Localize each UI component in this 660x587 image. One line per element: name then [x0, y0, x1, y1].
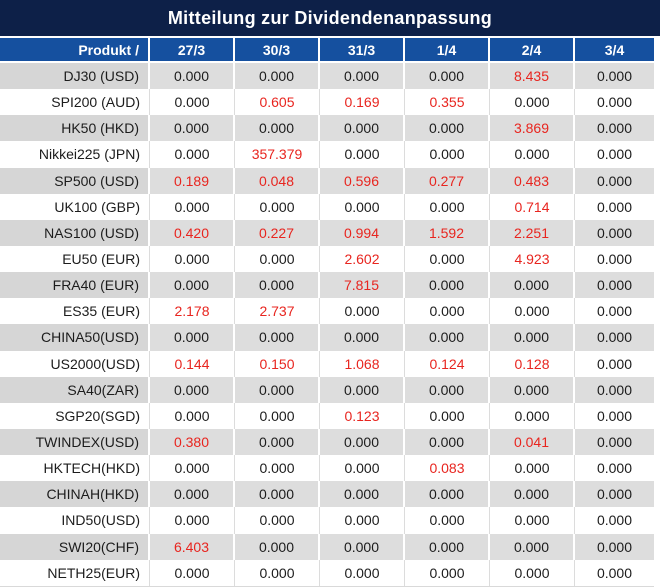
- value-cell: 1.592: [405, 220, 490, 246]
- table-row: [0, 63, 654, 89]
- value-cell: 0.000: [405, 377, 490, 403]
- value-cell: 0.000: [150, 455, 235, 481]
- value-cell: 3.869: [490, 115, 575, 141]
- table-row: [0, 141, 654, 167]
- value-cell: 0.128: [490, 351, 575, 377]
- dividend-table: [0, 38, 654, 587]
- value-cell: 0.000: [235, 194, 320, 220]
- value-cell: 0.000: [320, 298, 405, 324]
- value-cell: 0.000: [320, 115, 405, 141]
- value-cell: 0.169: [320, 89, 405, 115]
- value-cell: 0.000: [150, 507, 235, 533]
- value-cell: 0.124: [405, 351, 490, 377]
- value-cell: 1.068: [320, 351, 405, 377]
- date-header-cell: 27/3: [150, 38, 235, 61]
- value-cell: 0.000: [150, 324, 235, 350]
- table-row: [0, 429, 654, 455]
- value-cell: 0.000: [320, 481, 405, 507]
- product-label: HKTECH(HKD): [0, 455, 150, 481]
- value-cell: 4.923: [490, 246, 575, 272]
- value-cell: 0.000: [575, 220, 654, 246]
- value-cell: 0.000: [320, 455, 405, 481]
- value-cell: 0.000: [405, 534, 490, 560]
- value-cell: 0.000: [235, 429, 320, 455]
- value-cell: 0.000: [490, 377, 575, 403]
- value-cell: 0.000: [575, 115, 654, 141]
- value-cell: 0.000: [490, 507, 575, 533]
- product-label: SWI20(CHF): [0, 534, 150, 560]
- date-header-cell: 2/4: [490, 38, 575, 61]
- value-cell: 0.000: [405, 324, 490, 350]
- date-header-cell: 30/3: [235, 38, 320, 61]
- product-header-cell: Produkt /: [0, 38, 150, 61]
- date-header-cell: 3/4: [575, 38, 654, 61]
- value-cell: 0.000: [235, 377, 320, 403]
- table-row: [0, 246, 654, 272]
- product-label: Nikkei225 (JPN): [0, 141, 150, 167]
- value-cell: 0.000: [575, 481, 654, 507]
- value-cell: 357.379: [235, 141, 320, 167]
- value-cell: 0.000: [405, 403, 490, 429]
- date-header-cell: 31/3: [320, 38, 405, 61]
- value-cell: 0.000: [405, 246, 490, 272]
- product-label: US2000(USD): [0, 351, 150, 377]
- table-row: [0, 481, 654, 507]
- value-cell: 2.251: [490, 220, 575, 246]
- value-cell: 0.123: [320, 403, 405, 429]
- value-cell: 0.000: [320, 377, 405, 403]
- product-label: EU50 (EUR): [0, 246, 150, 272]
- value-cell: 0.000: [320, 560, 405, 586]
- value-cell: 0.000: [405, 481, 490, 507]
- value-cell: 0.000: [575, 560, 654, 586]
- value-cell: 0.000: [150, 403, 235, 429]
- value-cell: 0.000: [575, 455, 654, 481]
- value-cell: 0.000: [150, 377, 235, 403]
- value-cell: 0.000: [320, 429, 405, 455]
- value-cell: 0.000: [150, 246, 235, 272]
- value-cell: 0.000: [150, 560, 235, 586]
- product-label: SGP20(SGD): [0, 403, 150, 429]
- value-cell: 0.483: [490, 168, 575, 194]
- product-label: FRA40 (EUR): [0, 272, 150, 298]
- value-cell: 0.355: [405, 89, 490, 115]
- value-cell: 2.737: [235, 298, 320, 324]
- table-row: [0, 534, 654, 560]
- date-header-cell: 1/4: [405, 38, 490, 61]
- value-cell: 0.000: [235, 455, 320, 481]
- value-cell: 0.380: [150, 429, 235, 455]
- product-label: SA40(ZAR): [0, 377, 150, 403]
- value-cell: 0.420: [150, 220, 235, 246]
- value-cell: 0.000: [575, 534, 654, 560]
- product-label: TWINDEX(USD): [0, 429, 150, 455]
- value-cell: 0.000: [150, 115, 235, 141]
- value-cell: 0.000: [575, 89, 654, 115]
- value-cell: 0.596: [320, 168, 405, 194]
- value-cell: 0.000: [575, 194, 654, 220]
- table-row: [0, 220, 654, 246]
- value-cell: 0.000: [150, 481, 235, 507]
- value-cell: 0.000: [575, 168, 654, 194]
- value-cell: 0.000: [235, 403, 320, 429]
- value-cell: 0.000: [490, 403, 575, 429]
- value-cell: 0.048: [235, 168, 320, 194]
- value-cell: 0.000: [320, 141, 405, 167]
- value-cell: 0.000: [405, 560, 490, 586]
- value-cell: 0.277: [405, 168, 490, 194]
- product-label: NAS100 (USD): [0, 220, 150, 246]
- value-cell: 0.000: [575, 246, 654, 272]
- value-cell: 0.000: [490, 324, 575, 350]
- value-cell: 0.000: [490, 272, 575, 298]
- product-label: SPI200 (AUD): [0, 89, 150, 115]
- value-cell: 0.000: [490, 89, 575, 115]
- value-cell: 0.000: [235, 115, 320, 141]
- product-label: HK50 (HKD): [0, 115, 150, 141]
- value-cell: 0.000: [575, 324, 654, 350]
- value-cell: 0.000: [235, 63, 320, 89]
- value-cell: 0.000: [320, 507, 405, 533]
- value-cell: 0.000: [320, 194, 405, 220]
- table-body: [0, 63, 654, 586]
- table-row: [0, 272, 654, 298]
- value-cell: 0.000: [235, 560, 320, 586]
- value-cell: 0.227: [235, 220, 320, 246]
- table-row: [0, 403, 654, 429]
- page-title: Mitteilung zur Dividendenanpassung: [167, 7, 493, 28]
- value-cell: 0.000: [490, 481, 575, 507]
- value-cell: 0.000: [405, 298, 490, 324]
- value-cell: 0.000: [405, 115, 490, 141]
- product-label: DJ30 (USD): [0, 63, 150, 89]
- value-cell: 0.000: [490, 560, 575, 586]
- value-cell: 0.000: [150, 272, 235, 298]
- value-cell: 0.150: [235, 351, 320, 377]
- value-cell: 0.000: [150, 63, 235, 89]
- value-cell: 0.000: [575, 141, 654, 167]
- value-cell: 0.000: [405, 194, 490, 220]
- value-cell: 0.000: [575, 507, 654, 533]
- value-cell: 0.000: [575, 63, 654, 89]
- value-cell: 0.000: [235, 324, 320, 350]
- table-row: [0, 455, 654, 481]
- value-cell: 0.000: [235, 481, 320, 507]
- value-cell: 7.815: [320, 272, 405, 298]
- value-cell: 0.000: [405, 507, 490, 533]
- value-cell: 0.083: [405, 455, 490, 481]
- value-cell: 0.041: [490, 429, 575, 455]
- table-row: [0, 351, 654, 377]
- table-row: [0, 298, 654, 324]
- value-cell: 0.994: [320, 220, 405, 246]
- table-row: [0, 560, 654, 586]
- value-cell: 0.000: [320, 534, 405, 560]
- value-cell: 0.000: [405, 63, 490, 89]
- table-row: [0, 115, 654, 141]
- table-row: [0, 507, 654, 533]
- value-cell: 0.189: [150, 168, 235, 194]
- table-row: [0, 89, 654, 115]
- value-cell: 2.178: [150, 298, 235, 324]
- value-cell: 0.000: [150, 141, 235, 167]
- product-label: SP500 (USD): [0, 168, 150, 194]
- value-cell: 0.605: [235, 89, 320, 115]
- value-cell: 0.000: [575, 377, 654, 403]
- value-cell: 0.000: [575, 403, 654, 429]
- value-cell: 0.000: [235, 246, 320, 272]
- table-row: [0, 377, 654, 403]
- value-cell: 8.435: [490, 63, 575, 89]
- product-label: CHINAH(HKD): [0, 481, 150, 507]
- value-cell: 0.000: [235, 507, 320, 533]
- value-cell: 0.000: [235, 272, 320, 298]
- value-cell: 0.000: [235, 534, 320, 560]
- value-cell: 2.602: [320, 246, 405, 272]
- value-cell: 0.000: [405, 272, 490, 298]
- value-cell: 0.000: [490, 455, 575, 481]
- value-cell: 0.714: [490, 194, 575, 220]
- value-cell: 0.000: [405, 141, 490, 167]
- value-cell: 0.000: [575, 298, 654, 324]
- header-row: [0, 38, 654, 61]
- value-cell: 0.000: [490, 298, 575, 324]
- table-row: [0, 194, 654, 220]
- value-cell: 0.000: [320, 63, 405, 89]
- product-label: IND50(USD): [0, 507, 150, 533]
- value-cell: 0.000: [490, 534, 575, 560]
- value-cell: 0.000: [150, 89, 235, 115]
- value-cell: 0.000: [405, 429, 490, 455]
- table-row: [0, 168, 654, 194]
- value-cell: 6.403: [150, 534, 235, 560]
- value-cell: 0.000: [575, 272, 654, 298]
- value-cell: 0.000: [575, 429, 654, 455]
- value-cell: 0.144: [150, 351, 235, 377]
- value-cell: 0.000: [575, 351, 654, 377]
- table-row: [0, 324, 654, 350]
- title-bar: [0, 0, 660, 36]
- product-label: CHINA50(USD): [0, 324, 150, 350]
- product-label: NETH25(EUR): [0, 560, 150, 586]
- product-label: UK100 (GBP): [0, 194, 150, 220]
- value-cell: 0.000: [150, 194, 235, 220]
- value-cell: 0.000: [490, 141, 575, 167]
- product-label: ES35 (EUR): [0, 298, 150, 324]
- value-cell: 0.000: [320, 324, 405, 350]
